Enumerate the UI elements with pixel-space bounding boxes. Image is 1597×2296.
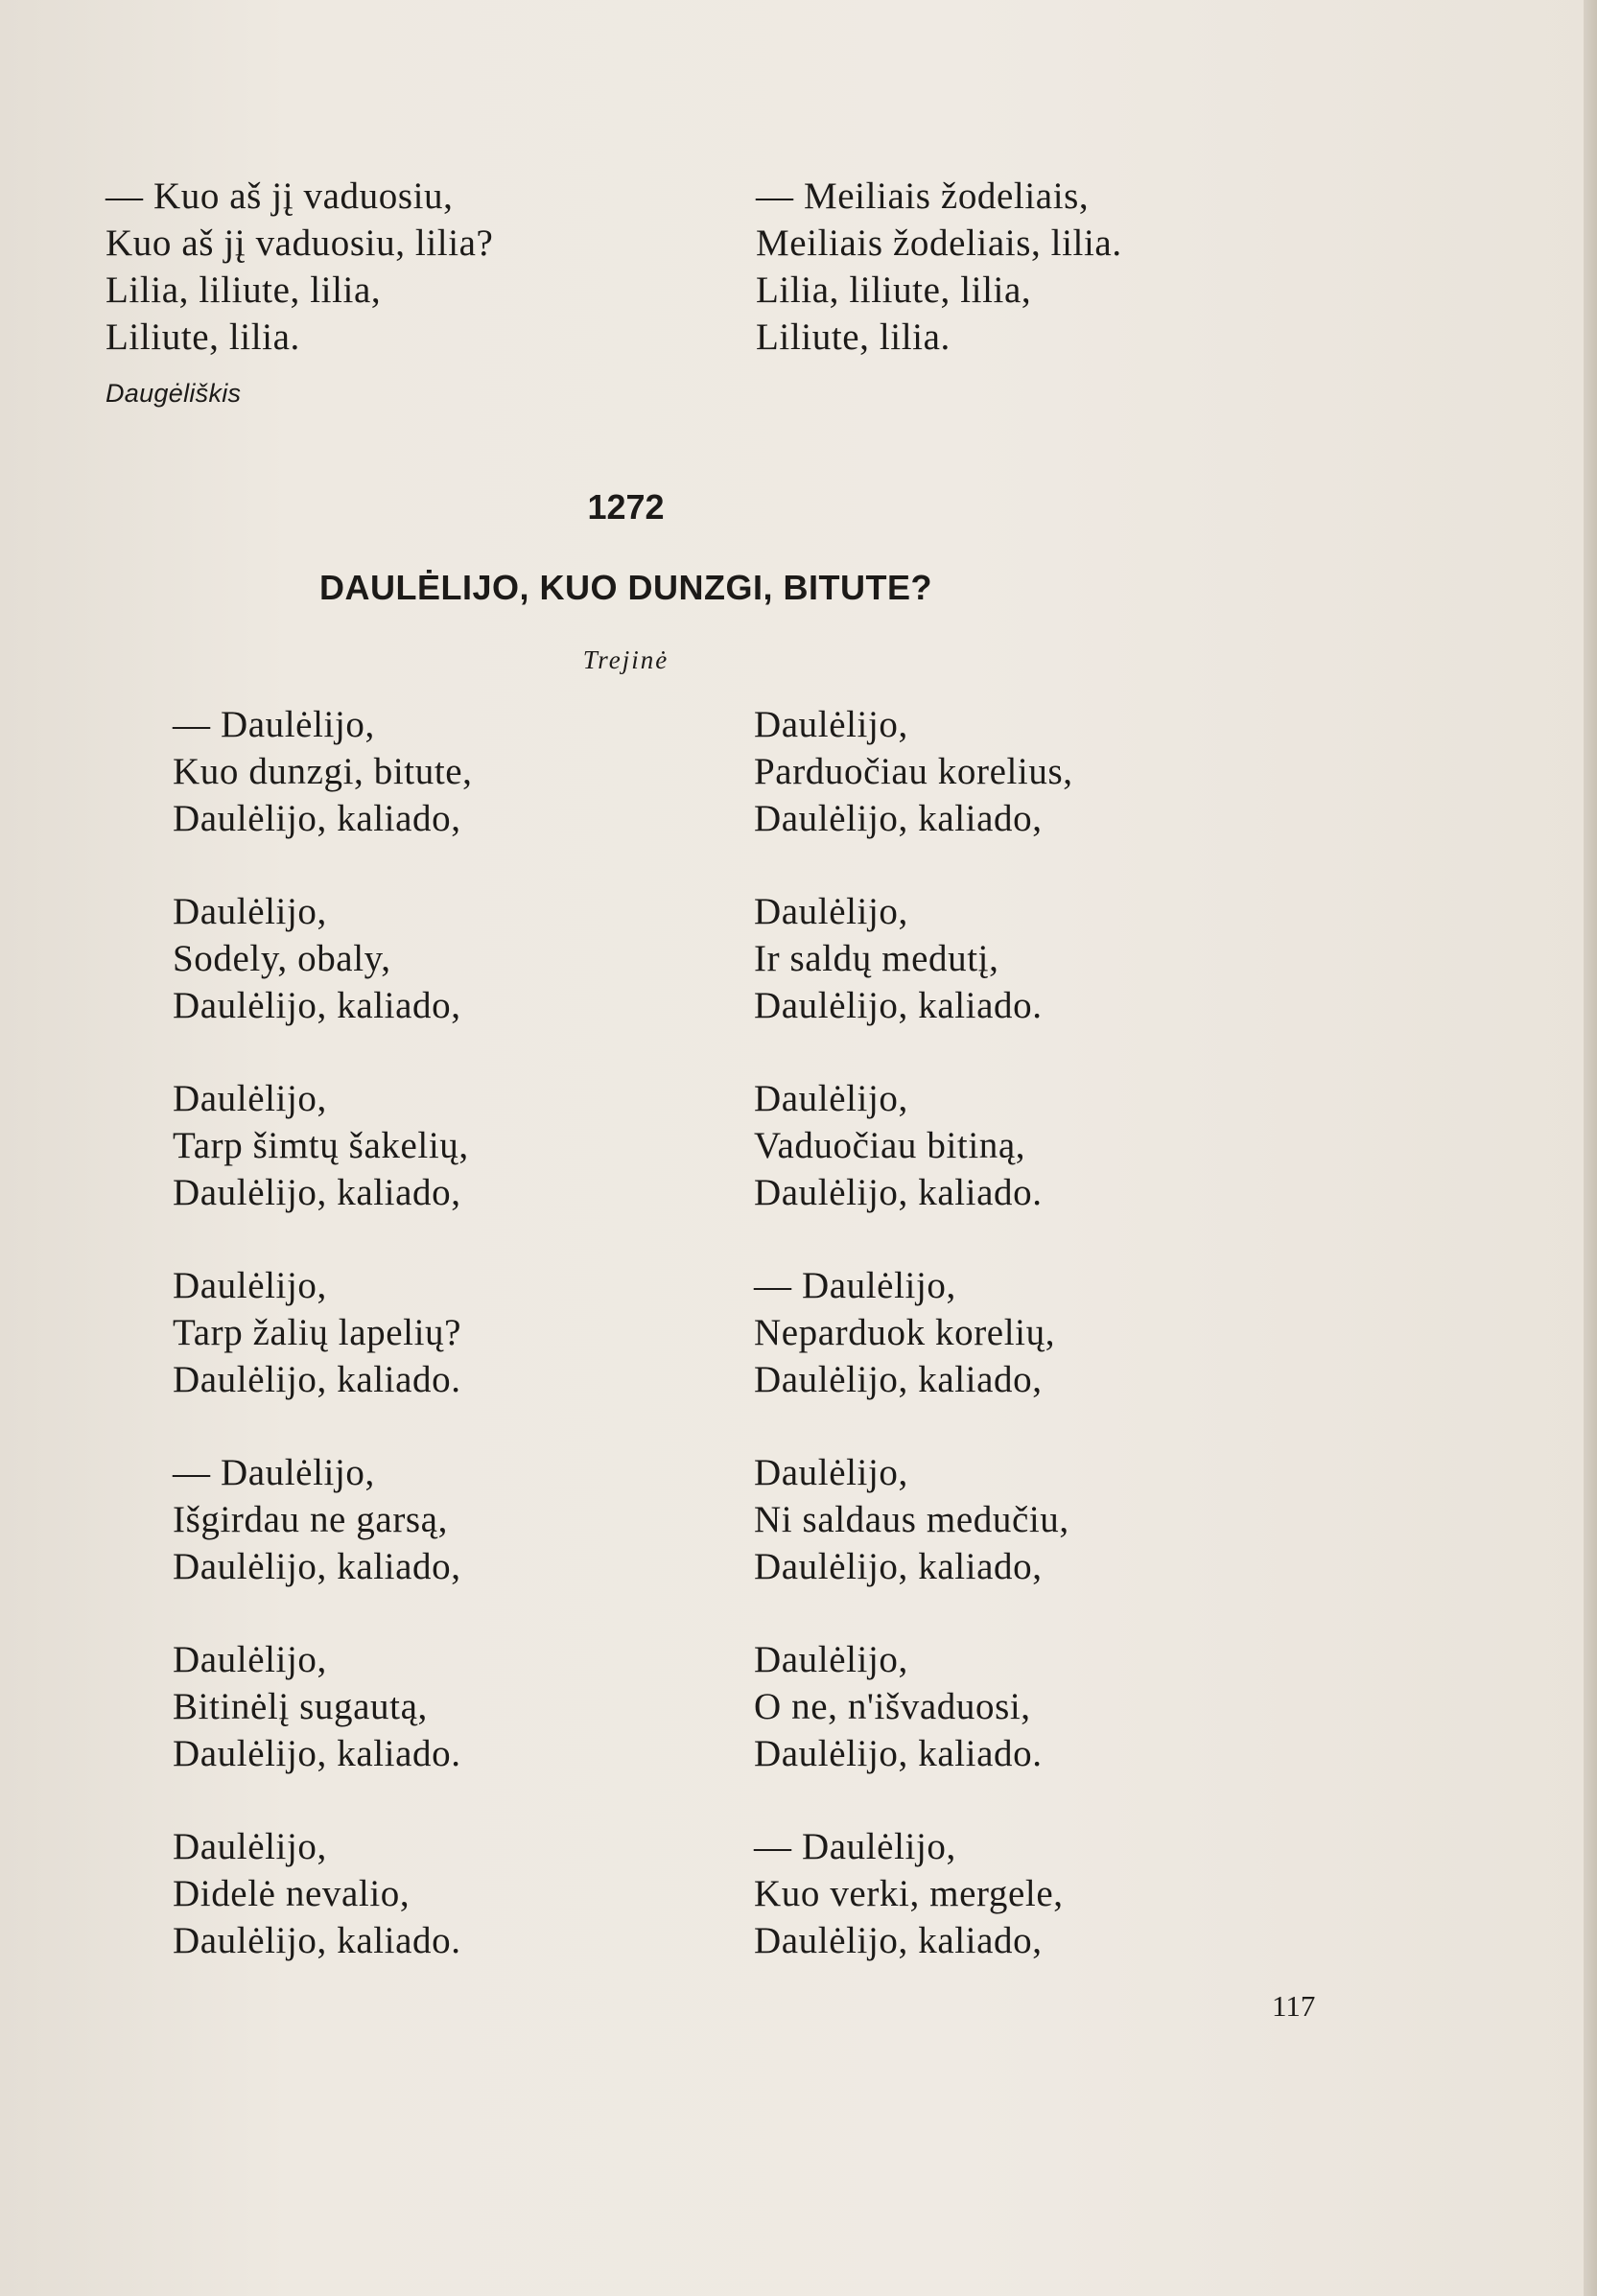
verse-line: Lilia, liliute, lilia, <box>756 269 1032 311</box>
verse-line: Ni saldaus medučiu, <box>754 1499 1069 1540</box>
stanza <box>754 1636 1073 1777</box>
verse-line: Meiliais žodeliais, lilia. <box>756 223 1122 264</box>
verse-line: Daulėlijo, kaliado, <box>754 798 1043 839</box>
verse-line: — Daulėlijo, <box>754 1265 956 1306</box>
stanza <box>754 1075 1073 1216</box>
left-column <box>173 701 473 2010</box>
stanza <box>173 701 473 842</box>
verse-line: Daulėlijo, kaliado, <box>173 985 461 1026</box>
verse-line: Daulėlijo, kaliado, <box>173 1172 461 1213</box>
stanza <box>754 1262 1073 1403</box>
stanza <box>173 1075 473 1216</box>
verse-line: Daulėlijo, kaliado, <box>754 1546 1043 1587</box>
verse-line: Liliute, lilia. <box>756 316 951 358</box>
verse-line: Daulėlijo, <box>754 1639 908 1680</box>
stanza <box>173 1262 473 1403</box>
attribution-place: Daugėliškis <box>106 379 242 408</box>
verse-line: Tarp šimtų šakelių, <box>173 1125 469 1166</box>
verse-line: Daulėlijo, kaliado. <box>754 1172 1043 1213</box>
verse-line: Liliute, lilia. <box>106 316 300 358</box>
verse-line: Parduočiau korelius, <box>754 751 1073 792</box>
stanza <box>173 888 473 1029</box>
stanza <box>754 888 1073 1029</box>
verse-line: Daulėlijo, kaliado. <box>173 1359 461 1400</box>
right-column <box>754 701 1073 2010</box>
verse-line: Daulėlijo, <box>173 891 327 932</box>
stanza <box>173 1449 473 1590</box>
verse-line: Daulėlijo, kaliado, <box>173 798 461 839</box>
verse-line: O ne, n'išvaduosi, <box>754 1686 1031 1727</box>
verse-line: Daulėlijo, <box>173 1826 327 1867</box>
verse-line: — Kuo aš jį vaduosiu, <box>106 176 454 217</box>
stanza <box>173 1636 473 1777</box>
top-left-stanza <box>106 173 493 361</box>
stanza <box>754 701 1073 842</box>
song-title: DAULĖLIJO, KUO DUNZGI, BITUTE? <box>319 568 932 607</box>
verse-line: Daulėlijo, <box>754 1078 908 1119</box>
verse-line: Didelė nevalio, <box>173 1873 411 1914</box>
verse-line: Daulėlijo, kaliado, <box>754 1920 1043 1961</box>
verse-line: Daulėlijo, <box>173 1639 327 1680</box>
verse-line: Daulėlijo, kaliado. <box>754 985 1043 1026</box>
verse-line: Sodely, obaly, <box>173 938 391 979</box>
verse-line: Daulėlijo, kaliado. <box>754 1733 1043 1774</box>
verse-line: Lilia, liliute, lilia, <box>106 269 382 311</box>
verse-line: Tarp žalių lapelių? <box>173 1312 462 1353</box>
song-subtitle: Trejinė <box>582 645 669 674</box>
verse-line: Daulėlijo, <box>173 1078 327 1119</box>
stanza <box>173 1823 473 1964</box>
verse-line: Daulėlijo, <box>754 1452 908 1493</box>
verse-line: Daulėlijo, <box>754 704 908 745</box>
verse-line: — Daulėlijo, <box>173 1452 375 1493</box>
verse-line: Daulėlijo, <box>173 1265 327 1306</box>
verse-line: Daulėlijo, kaliado. <box>173 1733 461 1774</box>
verse-line: Kuo aš jį vaduosiu, lilia? <box>106 223 494 264</box>
verse-line: Kuo dunzgi, bitute, <box>173 751 473 792</box>
verse-line: Ir saldų medutį, <box>754 938 999 979</box>
verse-line: Vaduočiau bitiną, <box>754 1125 1026 1166</box>
top-right-stanza <box>756 173 1122 361</box>
page-edge <box>1584 0 1597 2296</box>
verse-line: — Daulėlijo, <box>173 704 375 745</box>
verse-line: — Meiliais žodeliais, <box>756 176 1090 217</box>
verse-line: Neparduok korelių, <box>754 1312 1056 1353</box>
stanza <box>754 1449 1073 1590</box>
verse-line: Bitinėlį sugautą, <box>173 1686 428 1727</box>
stanza <box>754 1823 1073 1964</box>
song-number: 1272 <box>587 487 665 527</box>
verse-line: Daulėlijo, kaliado, <box>173 1546 461 1587</box>
verse-line: Kuo verki, mergele, <box>754 1873 1064 1914</box>
verse-line: Išgirdau ne garsą, <box>173 1499 448 1540</box>
verse-line: — Daulėlijo, <box>754 1826 956 1867</box>
verse-line: Daulėlijo, <box>754 891 908 932</box>
verse-line: Daulėlijo, kaliado, <box>754 1359 1043 1400</box>
verse-line: Daulėlijo, kaliado. <box>173 1920 461 1961</box>
page-number: 117 <box>1272 1989 1316 2023</box>
